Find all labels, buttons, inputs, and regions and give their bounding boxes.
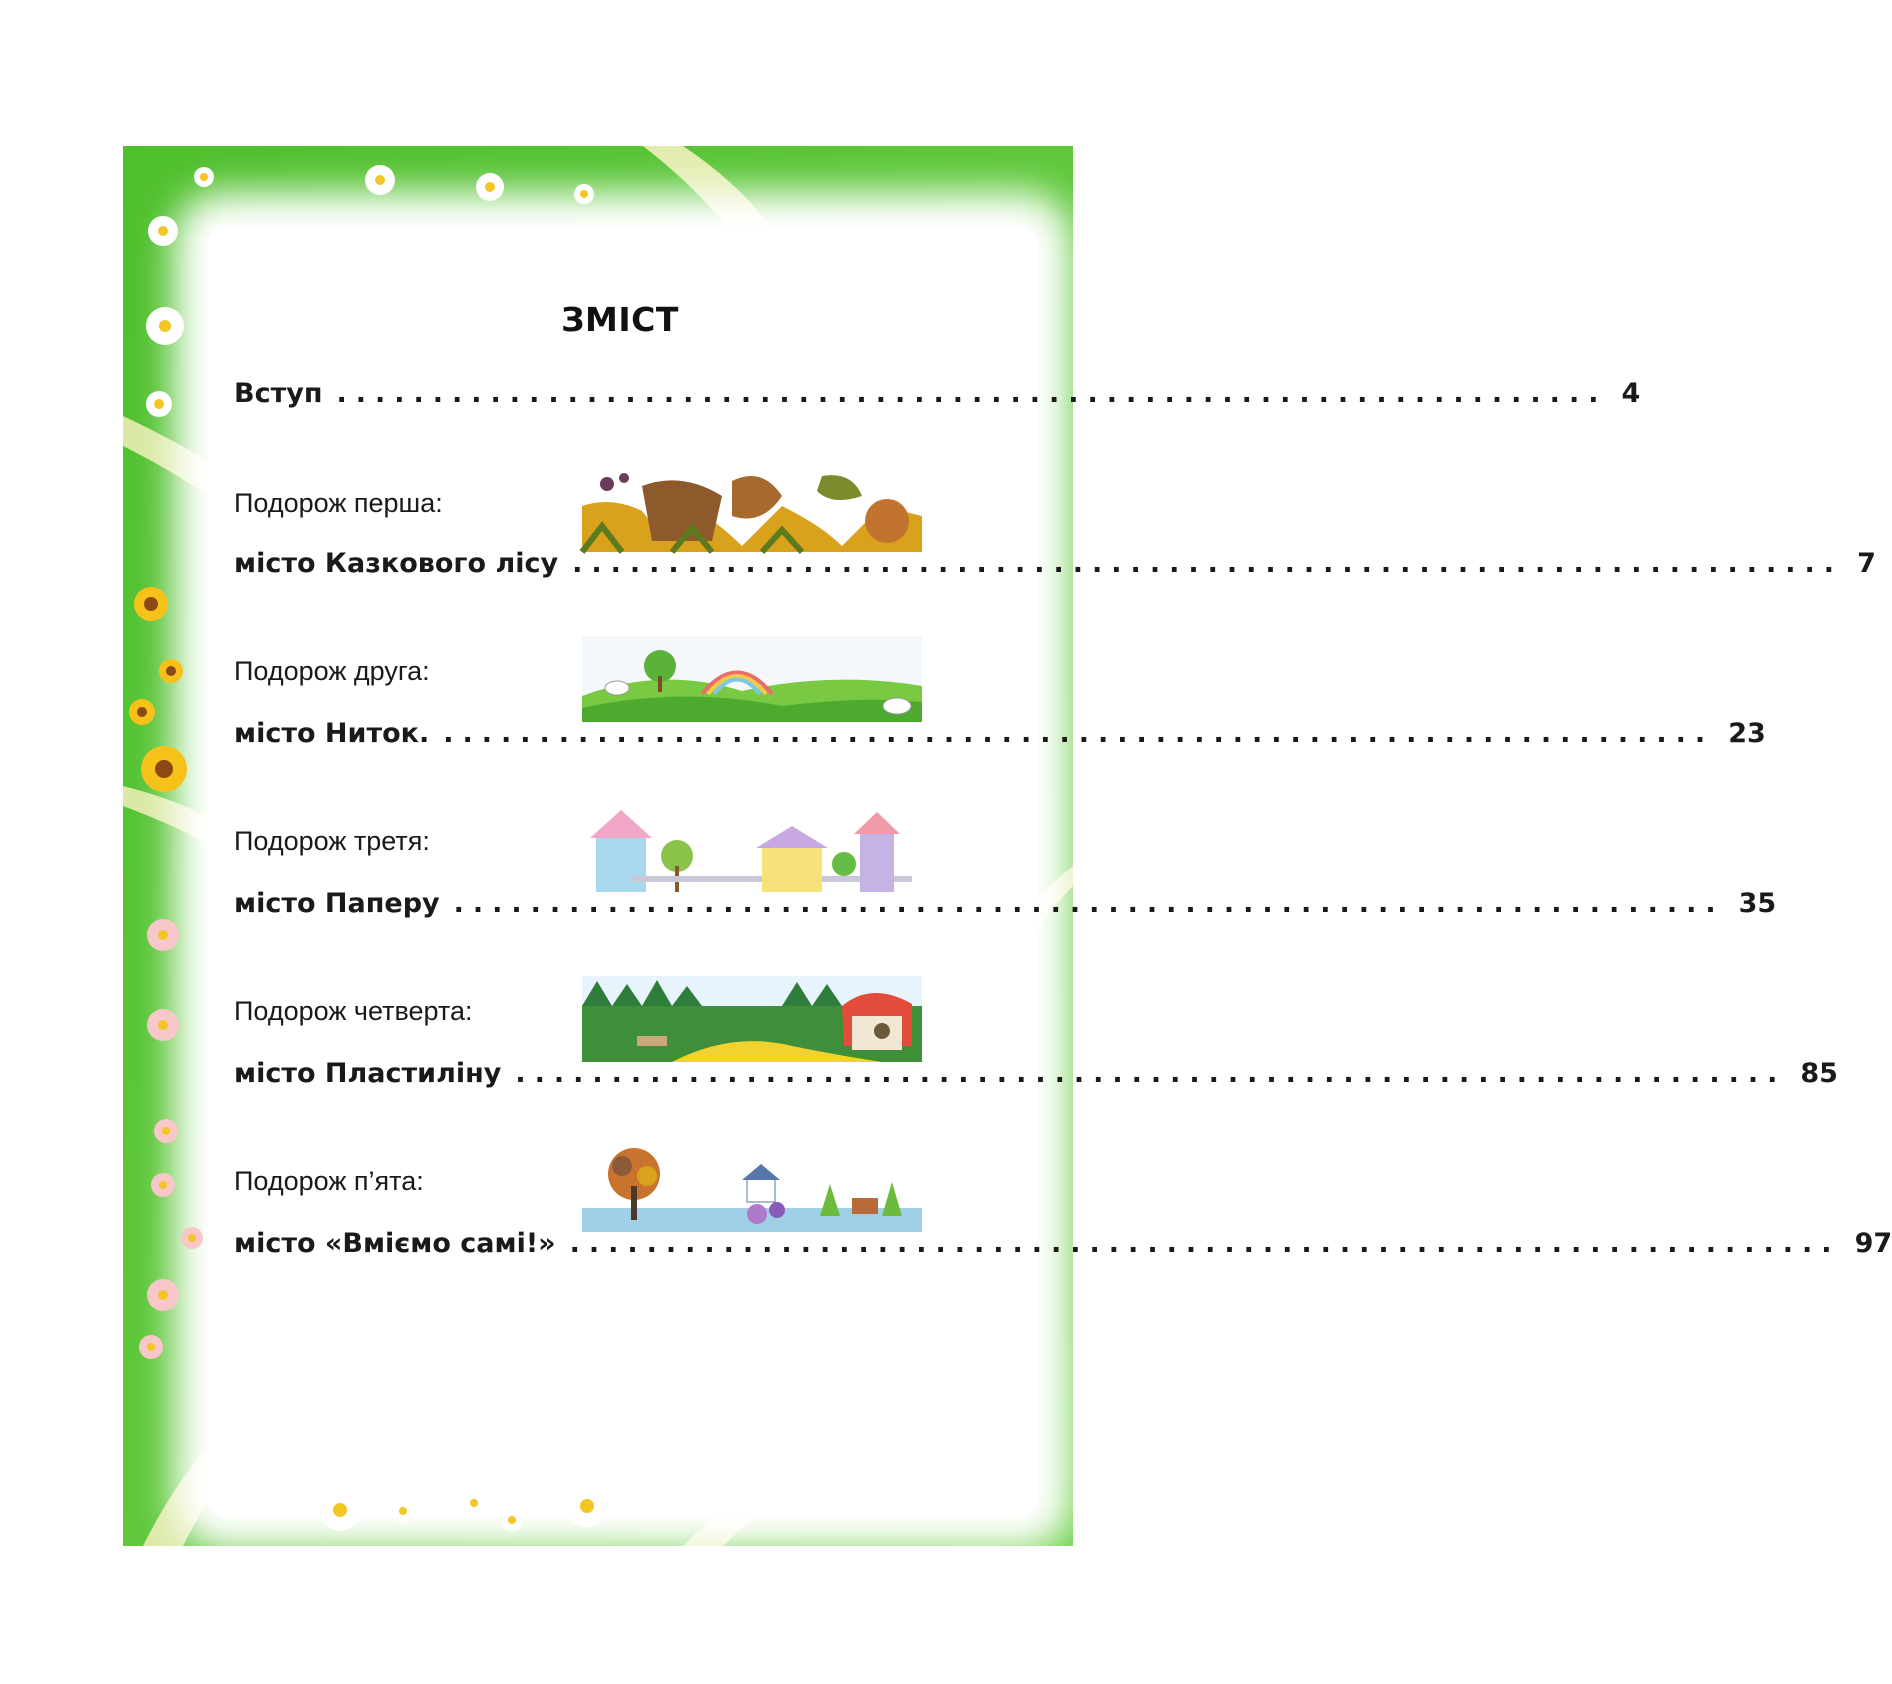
daisy-icon — [500, 1508, 524, 1532]
daisy-icon — [318, 1488, 362, 1532]
toc-entry-label: місто Казкового лісу — [234, 548, 559, 579]
toc-entry-2[interactable] — [234, 718, 1766, 758]
toc-entry-label: місто Ниток. — [234, 718, 430, 749]
daisy-icon — [145, 390, 173, 418]
dot-leader: .................................................................. — [453, 888, 1725, 919]
autumn-leaves-illustration — [582, 466, 922, 552]
plasticine-forest-illustration — [582, 976, 922, 1062]
dot-leader: .................................................................. — [443, 718, 1715, 749]
meadow-rainbow-illustration — [582, 636, 922, 722]
dot-leader: .................................................................. — [515, 1058, 1787, 1089]
pink-flower-icon — [180, 1226, 204, 1250]
pink-flower-icon — [150, 1172, 176, 1198]
daisy-icon — [390, 1498, 416, 1524]
sunflower-icon — [140, 745, 188, 793]
daisy-icon — [461, 1490, 487, 1516]
daisy-icon — [145, 306, 185, 346]
pink-flower-icon — [138, 1334, 164, 1360]
dot-leader: .................................................................. — [572, 548, 1844, 579]
pink-flower-icon — [146, 918, 180, 952]
daisy-icon — [364, 164, 396, 196]
toc-entry-page: 23 — [1728, 718, 1766, 749]
toc-entry-page: 85 — [1800, 1058, 1838, 1089]
daisy-icon — [193, 166, 215, 188]
page-title: ЗМІСТ — [561, 300, 679, 339]
dot-leader: .................................................................. — [336, 378, 1608, 409]
daisy-icon — [565, 1484, 609, 1528]
section-heading: Подорож п’ята: — [234, 1166, 424, 1196]
pink-flower-icon — [146, 1278, 180, 1312]
craft-landscape-illustration — [582, 1146, 922, 1232]
pink-flower-icon — [146, 1008, 180, 1042]
toc-entry-page: 7 — [1857, 548, 1876, 579]
toc-entry-intro[interactable] — [234, 378, 1641, 418]
paper-houses-illustration — [582, 806, 922, 892]
section-heading: Подорож третя: — [234, 826, 430, 856]
sunflower-icon — [128, 698, 156, 726]
daisy-icon — [475, 172, 505, 202]
section-heading: Подорож перша: — [234, 488, 443, 518]
sunflower-icon — [133, 586, 169, 622]
toc-entry-label: місто «Вміємо самі!» — [234, 1228, 556, 1259]
toc-entry-4[interactable] — [234, 1058, 1838, 1098]
toc-entry-page: 4 — [1621, 378, 1641, 409]
sunflower-icon — [158, 658, 184, 684]
dot-leader: .................................................................. — [569, 1228, 1841, 1259]
toc-entry-label: місто Пластиліну — [234, 1058, 502, 1089]
toc-entry-page: 97 — [1854, 1228, 1892, 1259]
daisy-icon — [147, 215, 179, 247]
toc-entry-1[interactable] — [234, 548, 1876, 588]
toc-entry-5[interactable] — [234, 1228, 1892, 1268]
section-heading: Подорож четверта: — [234, 996, 473, 1026]
daisy-icon — [573, 183, 595, 205]
toc-entry-label: Вступ — [234, 378, 323, 409]
section-heading: Подорож друга: — [234, 656, 430, 686]
pink-flower-icon — [153, 1118, 179, 1144]
toc-entry-3[interactable] — [234, 888, 1777, 928]
toc-entry-label: місто Паперу — [234, 888, 440, 919]
toc-entry-page: 35 — [1738, 888, 1777, 919]
